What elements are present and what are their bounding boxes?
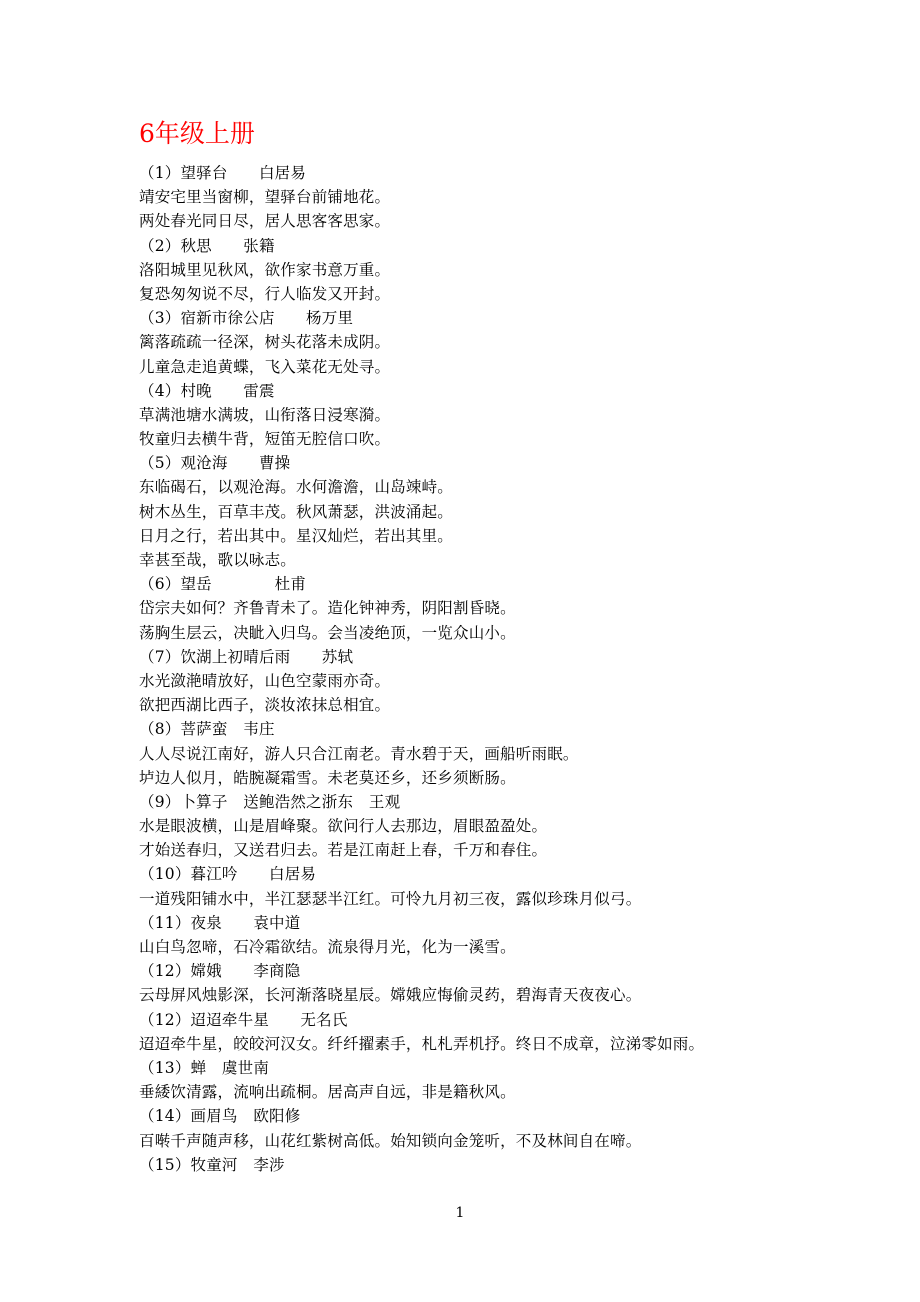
poem-line: 荡胸生层云，决眦入归鸟。会当凌绝顶，一览众山小。 xyxy=(139,623,516,642)
poem-line: 东临碣石，以观沧海。水何澹澹，山岛竦峙。 xyxy=(139,478,454,497)
poem-heading: （14）画眉鸟 欧阳修 xyxy=(139,1107,301,1126)
poem-line: 云母屏风烛影深，长河渐落晓星辰。嫦娥应悔偷灵药，碧海青天夜夜心。 xyxy=(139,986,642,1005)
poem-line: 日月之行，若出其中。星汉灿烂，若出其里。 xyxy=(139,526,454,545)
poem-line: 岱宗夫如何？齐鲁青未了。造化钟神秀，阴阳割昏晓。 xyxy=(139,599,516,618)
poem-line: 草满池塘水满坡，山衔落日浸寒漪。 xyxy=(139,405,391,424)
poem-line: 百啭千声随声移，山花红紫树高低。始知锁向金笼听，不及林间自在啼。 xyxy=(139,1131,642,1150)
poem-heading: （2）秋思 张籍 xyxy=(139,236,275,255)
poem-heading: （3）宿新市徐公店 杨万里 xyxy=(139,309,354,328)
poem-line: 两处春光同日尽，居人思客客思家。 xyxy=(139,212,391,231)
poem-line: 人人尽说江南好，游人只合江南老。青水碧于天，画船听雨眠。 xyxy=(139,744,579,763)
poem-line: 迢迢牵牛星，皎皎河汉女。纤纤擢素手，札札弄机抒。终日不成章，泣涕零如雨。 xyxy=(139,1034,705,1053)
poem-line: 一道残阳铺水中，半江瑟瑟半江红。可怜九月初三夜，露似珍珠月似弓。 xyxy=(139,889,642,908)
page-title: 6年级上册 xyxy=(139,119,255,148)
poem-line: 牧童归去横牛背，短笛无腔信口吹。 xyxy=(139,430,391,449)
poem-line: 垂緌饮清露，流响出疏桐。居高声自远，非是籍秋风。 xyxy=(139,1083,516,1102)
poem-line: 儿童急走追黄蝶，飞入菜花无处寻。 xyxy=(139,357,391,376)
poem-heading: （8）菩萨蛮 韦庄 xyxy=(139,720,275,739)
poem-heading: （7）饮湖上初晴后雨 苏轼 xyxy=(139,647,354,666)
poem-line: 山白鸟忽啼，石冷霜欲结。流泉得月光，化为一溪雪。 xyxy=(139,938,516,956)
poem-heading: （15）牧童河 李涉 xyxy=(139,1155,285,1174)
poem-heading: （1）望驿台 白居易 xyxy=(139,164,307,182)
poem-line: 靖安宅里当窗柳，望驿台前铺地花。 xyxy=(139,188,391,207)
poem-line: 洛阳城里见秋风，欲作家书意万重。 xyxy=(139,260,391,279)
poem-heading: （5）观沧海 曹操 xyxy=(139,454,291,473)
poem-line: 欲把西湖比西子，淡妆浓抹总相宜。 xyxy=(139,696,391,715)
page-number: 1 xyxy=(455,1205,465,1221)
poem-line: 水是眼波横，山是眉峰聚。欲问行人去那边，眉眼盈盈处。 xyxy=(139,817,548,836)
poem-heading: （12）嫦娥 李商隐 xyxy=(139,962,301,981)
poem-heading: （10）暮江吟 白居易 xyxy=(139,865,317,884)
poem-line: 幸甚至哉，歌以咏志。 xyxy=(139,551,297,569)
poem-line: 篱落疏疏一径深，树头花落未成阴。 xyxy=(139,333,391,352)
poem-list xyxy=(139,161,829,1177)
poem-line: 垆边人似月，皓腕凝霜雪。未老莫还乡，还乡须断肠。 xyxy=(139,768,516,787)
poem-heading: （13）蝉 虞世南 xyxy=(139,1058,270,1077)
poem-line: 水光潋滟晴放好，山色空蒙雨亦奇。 xyxy=(139,671,391,690)
poem-heading: （12）迢迢牵牛星 无名氏 xyxy=(139,1010,348,1029)
poem-line: 才始送春归，又送君归去。若是江南赶上春，千万和春住。 xyxy=(139,841,548,860)
poem-line: 复恐匆匆说不尽，行人临发又开封。 xyxy=(139,284,391,303)
poem-heading: （9）卜算子 送鲍浩然之浙东 王观 xyxy=(139,792,401,811)
poem-heading: （6）望岳 杜甫 xyxy=(139,575,307,594)
poem-line: 树木丛生，百草丰茂。秋风萧瑟，洪波涌起。 xyxy=(139,502,454,521)
poem-heading: （4）村晚 雷震 xyxy=(139,381,275,400)
poem-heading: （11）夜泉 袁中道 xyxy=(139,913,301,932)
